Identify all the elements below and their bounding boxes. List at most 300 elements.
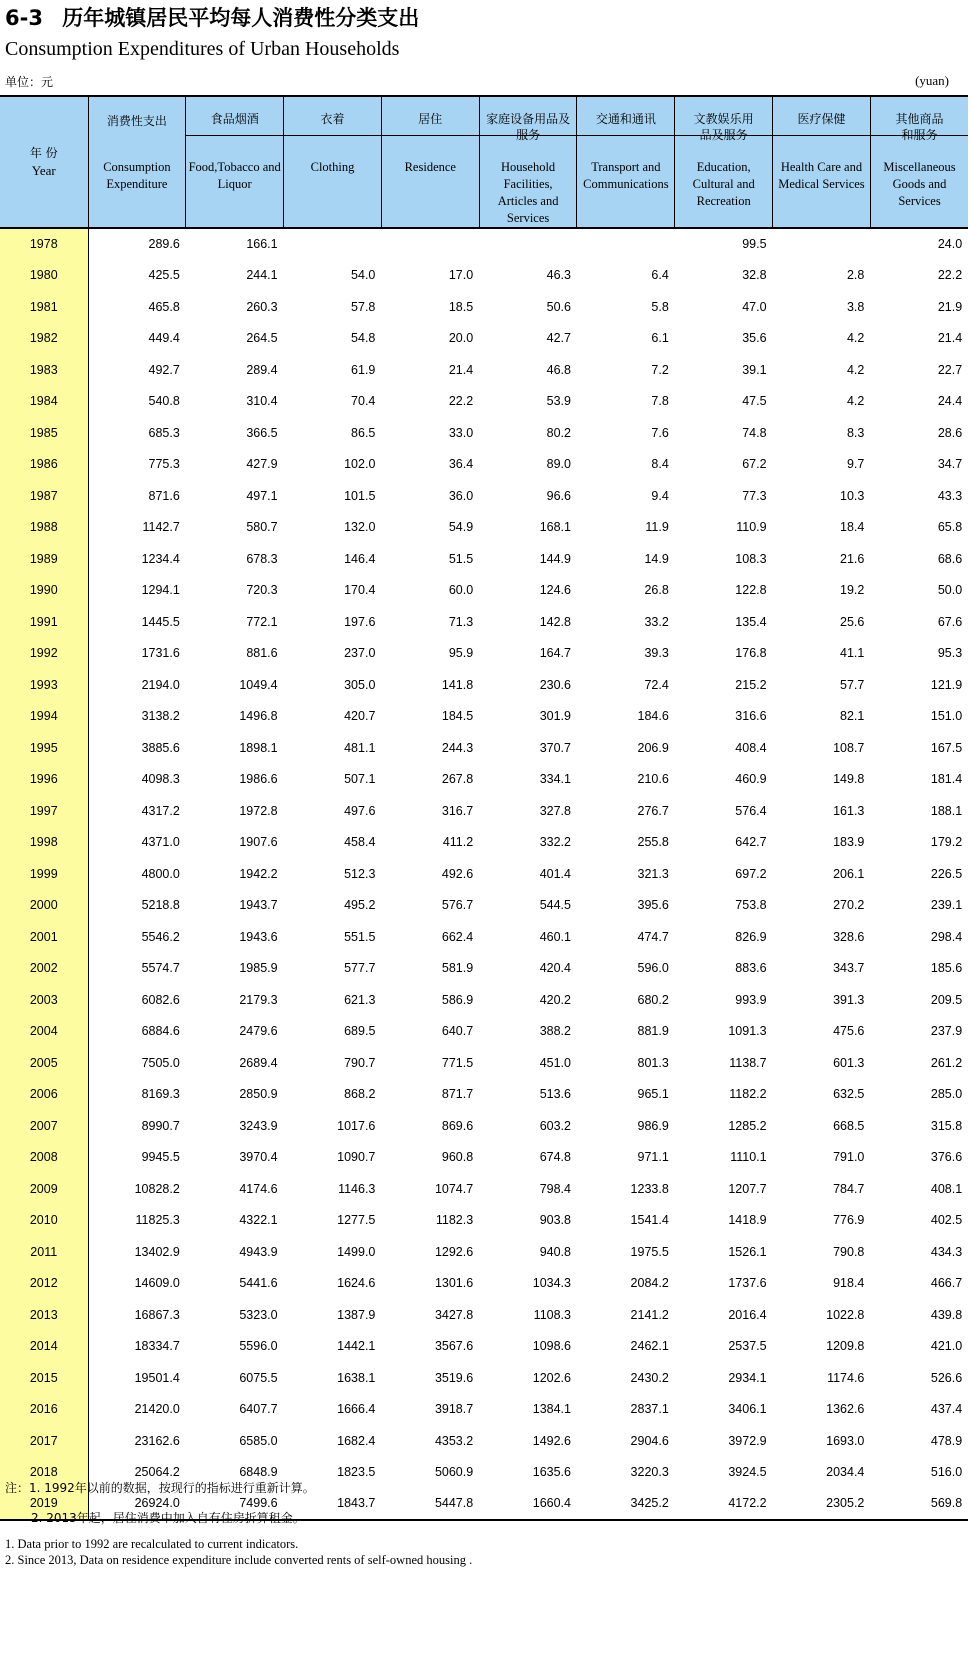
- value-cell: 151.0: [930, 709, 963, 724]
- header-col-en: Residence: [404, 160, 456, 174]
- value-cell: 35.6: [742, 331, 767, 346]
- value-cell: 89.0: [546, 457, 571, 472]
- year-cell: 2016: [0, 1394, 88, 1426]
- value-cell: 2430.2: [630, 1370, 669, 1385]
- value-cell: 420.2: [539, 992, 571, 1007]
- year-cell: 1983: [0, 354, 88, 386]
- value-cell: 33.0: [448, 425, 474, 440]
- value-cell: 601.3: [833, 1055, 865, 1070]
- value-cell: 420.4: [539, 961, 571, 976]
- value-cell: 466.7: [930, 1276, 963, 1291]
- value-cell: 54.0: [351, 268, 376, 283]
- value-cell: [284, 228, 382, 260]
- year-cell: 1990: [0, 575, 88, 607]
- value-cell: 267.8: [441, 772, 474, 787]
- value-cell: 7.6: [651, 425, 669, 440]
- value-cell: 3427.8: [434, 1307, 474, 1322]
- value-cell: 883.6: [735, 961, 767, 976]
- year-cell: 1984: [0, 386, 88, 418]
- table-row: [0, 1142, 968, 1174]
- value-cell: 1182.2: [729, 1087, 767, 1102]
- value-cell: 1182.3: [435, 1213, 474, 1228]
- value-cell: 321.3: [637, 866, 669, 881]
- value-cell: 640.7: [441, 1024, 474, 1039]
- value-cell: 1090.7: [337, 1150, 376, 1165]
- value-cell: 50.6: [546, 299, 571, 314]
- value-cell: 1638.1: [337, 1370, 376, 1385]
- value-cell: 790.7: [344, 1055, 376, 1070]
- value-cell: 1975.5: [630, 1244, 669, 1259]
- value-cell: 1635.6: [532, 1465, 571, 1480]
- value-cell: 8.3: [846, 425, 865, 440]
- expenditure-table: [0, 95, 968, 1521]
- header-col-en: Health Care and Medical Services: [778, 160, 865, 191]
- value-cell: 146.4: [344, 551, 376, 566]
- title-cn-text: 历年城镇居民平均每人消费性分类支出: [62, 6, 420, 30]
- value-cell: 581.9: [441, 961, 474, 976]
- value-cell: 8169.3: [141, 1087, 180, 1102]
- header-col-cn: 衣着: [320, 112, 345, 126]
- header-col-cn: 居住: [418, 112, 443, 126]
- table-row: [0, 228, 968, 260]
- value-cell: 5.8: [651, 299, 669, 314]
- value-cell: 1492.6: [532, 1433, 571, 1448]
- value-cell: 370.7: [539, 740, 571, 755]
- value-cell: 540.8: [148, 394, 180, 409]
- value-cell: 3220.3: [630, 1465, 669, 1480]
- value-cell: 57.7: [840, 677, 865, 692]
- year-cell: 2001: [0, 921, 88, 953]
- table-row: [0, 921, 968, 953]
- value-cell: 1285.2: [728, 1118, 767, 1133]
- value-cell: 753.8: [735, 898, 767, 913]
- value-cell: 343.7: [833, 961, 865, 976]
- value-cell: 4353.2: [434, 1433, 474, 1448]
- value-cell: 881.9: [637, 1024, 669, 1039]
- value-cell: 427.9: [246, 457, 278, 472]
- value-cell: 1110.1: [730, 1150, 767, 1165]
- value-cell: 181.4: [930, 772, 963, 787]
- value-cell: 481.1: [344, 740, 376, 755]
- value-cell: 230.6: [539, 677, 571, 692]
- value-cell: 1233.8: [630, 1181, 669, 1196]
- value-cell: 1294.1: [141, 583, 180, 598]
- value-cell: 3519.6: [434, 1370, 474, 1385]
- value-cell: 101.5: [344, 488, 376, 503]
- value-cell: 144.9: [539, 551, 571, 566]
- header-divider: [871, 135, 968, 136]
- value-cell: 77.3: [742, 488, 767, 503]
- header-divider: [186, 135, 283, 136]
- header-col-misc: [870, 96, 968, 228]
- header-col-cn: 食品烟酒: [210, 112, 259, 126]
- value-cell: 596.0: [637, 961, 669, 976]
- value-cell: 135.4: [735, 614, 767, 629]
- value-cell: 11.9: [645, 520, 669, 535]
- value-cell: 1301.6: [434, 1276, 474, 1291]
- value-cell: 801.3: [637, 1055, 669, 1070]
- value-cell: 36.0: [448, 488, 474, 503]
- value-cell: 2850.9: [239, 1087, 278, 1102]
- year-cell: 2011: [0, 1236, 88, 1268]
- value-cell: 206.1: [833, 866, 865, 881]
- year-cell: 2004: [0, 1016, 88, 1048]
- year-cell: 1982: [0, 323, 88, 355]
- value-cell: 1972.8: [239, 803, 278, 818]
- value-cell: 237.9: [930, 1024, 963, 1039]
- value-cell: 22.7: [937, 362, 963, 377]
- table-row: [0, 827, 968, 859]
- value-cell: 10828.2: [134, 1181, 180, 1196]
- value-cell: 1049.4: [239, 677, 278, 692]
- value-cell: 46.8: [546, 362, 571, 377]
- value-cell: 965.1: [637, 1087, 669, 1102]
- value-cell: 10.3: [840, 488, 865, 503]
- value-cell: 21.9: [937, 299, 963, 314]
- value-cell: 185.6: [930, 961, 963, 976]
- value-cell: 19.2: [840, 583, 865, 598]
- value-cell: 1418.9: [728, 1213, 767, 1228]
- value-cell: 460.9: [735, 772, 767, 787]
- value-cell: 1660.4: [479, 1488, 577, 1520]
- value-cell: 1091.3: [728, 1024, 767, 1039]
- year-cell: 2006: [0, 1079, 88, 1111]
- value-cell: 680.2: [637, 992, 669, 1007]
- value-cell: 478.9: [930, 1433, 963, 1448]
- header-col-residence: [381, 96, 479, 228]
- year-cell: 1996: [0, 764, 88, 796]
- value-cell: 580.7: [246, 520, 278, 535]
- unit-label-cn: 单位：元: [5, 75, 54, 89]
- value-cell: 8990.7: [141, 1118, 180, 1133]
- value-cell: 1986.6: [239, 772, 278, 787]
- value-cell: 1666.4: [337, 1402, 376, 1417]
- header-year: [0, 96, 88, 228]
- year-cell: 1988: [0, 512, 88, 544]
- value-cell: 1898.1: [239, 740, 278, 755]
- value-cell: 2689.4: [239, 1055, 278, 1070]
- value-cell: 465.8: [148, 299, 180, 314]
- value-cell: 24.4: [937, 394, 963, 409]
- value-cell: 316.7: [441, 803, 474, 818]
- value-cell: 1017.6: [337, 1118, 376, 1133]
- value-cell: 512.3: [344, 866, 376, 881]
- header-divider: [577, 135, 674, 136]
- header-col-en: Miscellaneous Goods and Services: [883, 160, 956, 208]
- value-cell: 2034.4: [826, 1465, 865, 1480]
- year-cell: 1981: [0, 291, 88, 323]
- value-cell: [479, 228, 577, 260]
- value-cell: 2837.1: [630, 1402, 669, 1417]
- value-cell: 868.2: [344, 1087, 376, 1102]
- value-cell: 3243.9: [239, 1118, 278, 1133]
- value-cell: 108.3: [735, 551, 767, 566]
- header-divider: [480, 135, 577, 136]
- header-col-cn: 消费性支出: [106, 114, 167, 128]
- value-cell: 18334.7: [134, 1339, 180, 1354]
- value-cell: 1843.7: [284, 1488, 382, 1520]
- value-cell: 54.8: [351, 331, 376, 346]
- value-cell: 918.4: [833, 1276, 865, 1291]
- value-cell: 881.6: [246, 646, 278, 661]
- value-cell: 124.6: [539, 583, 571, 598]
- value-cell: 20.0: [448, 331, 474, 346]
- value-cell: 11825.3: [135, 1213, 180, 1228]
- value-cell: 17.0: [448, 268, 474, 283]
- value-cell: 5447.8: [381, 1488, 479, 1520]
- value-cell: 4172.2: [675, 1488, 773, 1520]
- year-cell: 2000: [0, 890, 88, 922]
- expenditure-table-container: [0, 95, 968, 1521]
- value-cell: 21.4: [448, 362, 474, 377]
- value-cell: 14609.0: [134, 1276, 180, 1291]
- value-cell: 551.5: [344, 929, 376, 944]
- year-cell: 1980: [0, 260, 88, 292]
- value-cell: 720.3: [246, 583, 278, 598]
- table-row: [0, 323, 968, 355]
- table-row: [0, 638, 968, 670]
- table-row: [0, 701, 968, 733]
- year-cell: 1986: [0, 449, 88, 481]
- value-cell: [577, 228, 675, 260]
- table-row: [0, 606, 968, 638]
- value-cell: 260.3: [246, 299, 278, 314]
- value-cell: 458.4: [344, 835, 376, 850]
- value-cell: 451.0: [539, 1055, 571, 1070]
- value-cell: 621.3: [344, 992, 376, 1007]
- value-cell: 1693.0: [826, 1433, 865, 1448]
- table-row: [0, 1079, 968, 1111]
- header-year-en: Year: [31, 163, 56, 178]
- value-cell: 772.1: [246, 614, 278, 629]
- value-cell: 7.2: [651, 362, 669, 377]
- value-cell: 1384.1: [532, 1402, 571, 1417]
- value-cell: 826.9: [735, 929, 767, 944]
- value-cell: 960.8: [441, 1150, 474, 1165]
- header-divider: [382, 135, 479, 136]
- value-cell: 408.4: [735, 740, 767, 755]
- value-cell: 3970.4: [239, 1150, 278, 1165]
- value-cell: 21420.0: [134, 1402, 180, 1417]
- year-cell: 1978: [0, 228, 88, 260]
- value-cell: 168.1: [539, 520, 571, 535]
- value-cell: 1985.9: [239, 961, 278, 976]
- value-cell: 903.8: [539, 1213, 571, 1228]
- value-cell: 46.3: [546, 268, 571, 283]
- value-cell: 2305.2: [773, 1488, 871, 1520]
- value-cell: 3924.5: [728, 1465, 767, 1480]
- value-cell: 1731.6: [141, 646, 180, 661]
- value-cell: 4.2: [846, 331, 865, 346]
- value-cell: 65.8: [937, 520, 963, 535]
- value-cell: 60.0: [448, 583, 474, 598]
- value-cell: 244.3: [441, 740, 474, 755]
- value-cell: 1362.6: [826, 1402, 865, 1417]
- value-cell: 1277.5: [337, 1213, 376, 1228]
- value-cell: 632.5: [833, 1087, 865, 1102]
- value-cell: 5218.8: [141, 898, 180, 913]
- value-cell: 53.9: [546, 394, 571, 409]
- value-cell: 9.4: [651, 488, 669, 503]
- value-cell: 142.8: [539, 614, 571, 629]
- table-row: [0, 732, 968, 764]
- value-cell: 3.8: [846, 299, 865, 314]
- table-row: [0, 1173, 968, 1205]
- value-cell: 215.2: [735, 677, 767, 692]
- value-cell: 395.6: [637, 898, 669, 913]
- value-cell: 871.6: [148, 488, 180, 503]
- value-cell: 1442.1: [337, 1339, 376, 1354]
- value-cell: 2537.5: [728, 1339, 767, 1354]
- value-cell: 197.6: [344, 614, 376, 629]
- table-row: [0, 1268, 968, 1300]
- header-col-cn: 医疗保健: [797, 112, 846, 126]
- year-cell: 2008: [0, 1142, 88, 1174]
- value-cell: 1202.6: [532, 1370, 571, 1385]
- year-cell: 2013: [0, 1299, 88, 1331]
- table-row: [0, 890, 968, 922]
- value-cell: 167.5: [930, 740, 963, 755]
- value-cell: 22.2: [448, 394, 474, 409]
- table-row: [0, 984, 968, 1016]
- page-title-cn: [5, 4, 419, 32]
- value-cell: 1624.6: [337, 1276, 376, 1291]
- table-row: [0, 449, 968, 481]
- value-cell: 1174.6: [827, 1370, 865, 1385]
- value-cell: 1292.6: [434, 1244, 474, 1259]
- header-col-transport: [577, 96, 675, 228]
- value-cell: 25.6: [840, 614, 865, 629]
- value-cell: 51.5: [448, 551, 474, 566]
- value-cell: 437.4: [930, 1402, 963, 1417]
- table-row: [0, 1205, 968, 1237]
- table-row: [0, 575, 968, 607]
- year-cell: 1998: [0, 827, 88, 859]
- value-cell: 132.0: [344, 520, 376, 535]
- value-cell: 276.7: [637, 803, 669, 818]
- value-cell: 497.6: [344, 803, 376, 818]
- value-cell: 940.8: [539, 1244, 571, 1259]
- value-cell: 5060.9: [434, 1465, 474, 1480]
- value-cell: 2179.3: [239, 992, 278, 1007]
- value-cell: 1209.8: [826, 1339, 865, 1354]
- value-cell: 798.4: [539, 1181, 571, 1196]
- value-cell: 376.6: [930, 1150, 963, 1165]
- value-cell: 164.7: [539, 646, 571, 661]
- value-cell: 305.0: [344, 677, 376, 692]
- value-cell: 8.4: [651, 457, 669, 472]
- value-cell: 41.1: [840, 646, 865, 661]
- header-divider: [675, 135, 772, 136]
- value-cell: 6075.5: [239, 1370, 278, 1385]
- table-row: [0, 417, 968, 449]
- value-cell: 4.2: [846, 394, 865, 409]
- value-cell: 1943.7: [239, 898, 278, 913]
- value-cell: 1907.6: [239, 835, 278, 850]
- value-cell: [381, 228, 479, 260]
- value-cell: 391.3: [833, 992, 865, 1007]
- value-cell: 184.6: [637, 709, 669, 724]
- value-cell: 86.5: [351, 425, 376, 440]
- value-cell: 1541.4: [630, 1213, 669, 1228]
- value-cell: 4174.6: [239, 1181, 278, 1196]
- value-cell: 576.4: [735, 803, 767, 818]
- value-cell: 449.4: [148, 331, 180, 346]
- value-cell: 544.5: [539, 898, 571, 913]
- value-cell: 42.7: [546, 331, 571, 346]
- value-cell: 18.4: [840, 520, 865, 535]
- table-row: [0, 764, 968, 796]
- value-cell: 9.7: [846, 457, 865, 472]
- header-col-clothing: [284, 96, 382, 228]
- value-cell: 1943.6: [239, 929, 278, 944]
- value-cell: 439.8: [930, 1307, 963, 1322]
- header-col-en: Clothing: [310, 160, 355, 174]
- value-cell: 99.5: [675, 228, 773, 260]
- value-cell: 6407.7: [239, 1402, 278, 1417]
- value-cell: 668.5: [833, 1118, 865, 1133]
- value-cell: 315.8: [930, 1118, 963, 1133]
- value-cell: 790.8: [833, 1244, 865, 1259]
- value-cell: 1108.3: [533, 1307, 571, 1322]
- year-cell: 2005: [0, 1047, 88, 1079]
- value-cell: 2194.0: [141, 677, 180, 692]
- value-cell: 674.8: [539, 1150, 571, 1165]
- value-cell: 1146.3: [338, 1181, 376, 1196]
- value-cell: 1034.3: [532, 1276, 571, 1291]
- value-cell: 108.7: [833, 740, 865, 755]
- value-cell: 24.0: [870, 228, 968, 260]
- header-col-household: [479, 96, 577, 228]
- value-cell: 678.3: [246, 551, 278, 566]
- table-row: [0, 1425, 968, 1457]
- value-cell: 1074.7: [434, 1181, 474, 1196]
- value-cell: 6585.0: [239, 1433, 278, 1448]
- value-cell: 298.4: [930, 929, 963, 944]
- value-cell: 1022.8: [826, 1307, 865, 1322]
- value-cell: 5441.6: [239, 1276, 278, 1291]
- table-row: [0, 1362, 968, 1394]
- year-cell: 1989: [0, 543, 88, 575]
- table-row: [0, 858, 968, 890]
- table-row: [0, 354, 968, 386]
- year-cell: 2015: [0, 1362, 88, 1394]
- year-cell: 2018: [0, 1457, 88, 1489]
- value-cell: 685.3: [148, 425, 180, 440]
- footnote-en-1: 1. Data prior to 1992 are recalculated to current indicators.: [5, 1537, 299, 1551]
- value-cell: 408.1: [930, 1181, 963, 1196]
- page-title-en: Consumption Expenditures of Urban Households: [5, 38, 400, 60]
- header-col-health: [773, 96, 871, 228]
- year-cell: 2012: [0, 1268, 88, 1300]
- header-divider: [284, 135, 381, 136]
- table-row: [0, 953, 968, 985]
- value-cell: 95.3: [937, 646, 963, 661]
- value-cell: 492.7: [148, 362, 180, 377]
- value-cell: 4322.1: [239, 1213, 278, 1228]
- table-body: [0, 228, 968, 1520]
- value-cell: 327.8: [539, 803, 571, 818]
- value-cell: 3918.7: [434, 1402, 474, 1417]
- value-cell: 70.4: [351, 394, 376, 409]
- value-cell: 334.1: [539, 772, 571, 787]
- value-cell: 420.7: [344, 709, 376, 724]
- unit-label-en: (yuan): [915, 73, 949, 88]
- value-cell: 39.3: [644, 646, 669, 661]
- footnote-cn-1: 注：1. 1992年以前的数据，按现行的指标进行重新计算。: [5, 1481, 315, 1495]
- value-cell: 80.2: [546, 425, 571, 440]
- value-cell: 7.8: [651, 394, 669, 409]
